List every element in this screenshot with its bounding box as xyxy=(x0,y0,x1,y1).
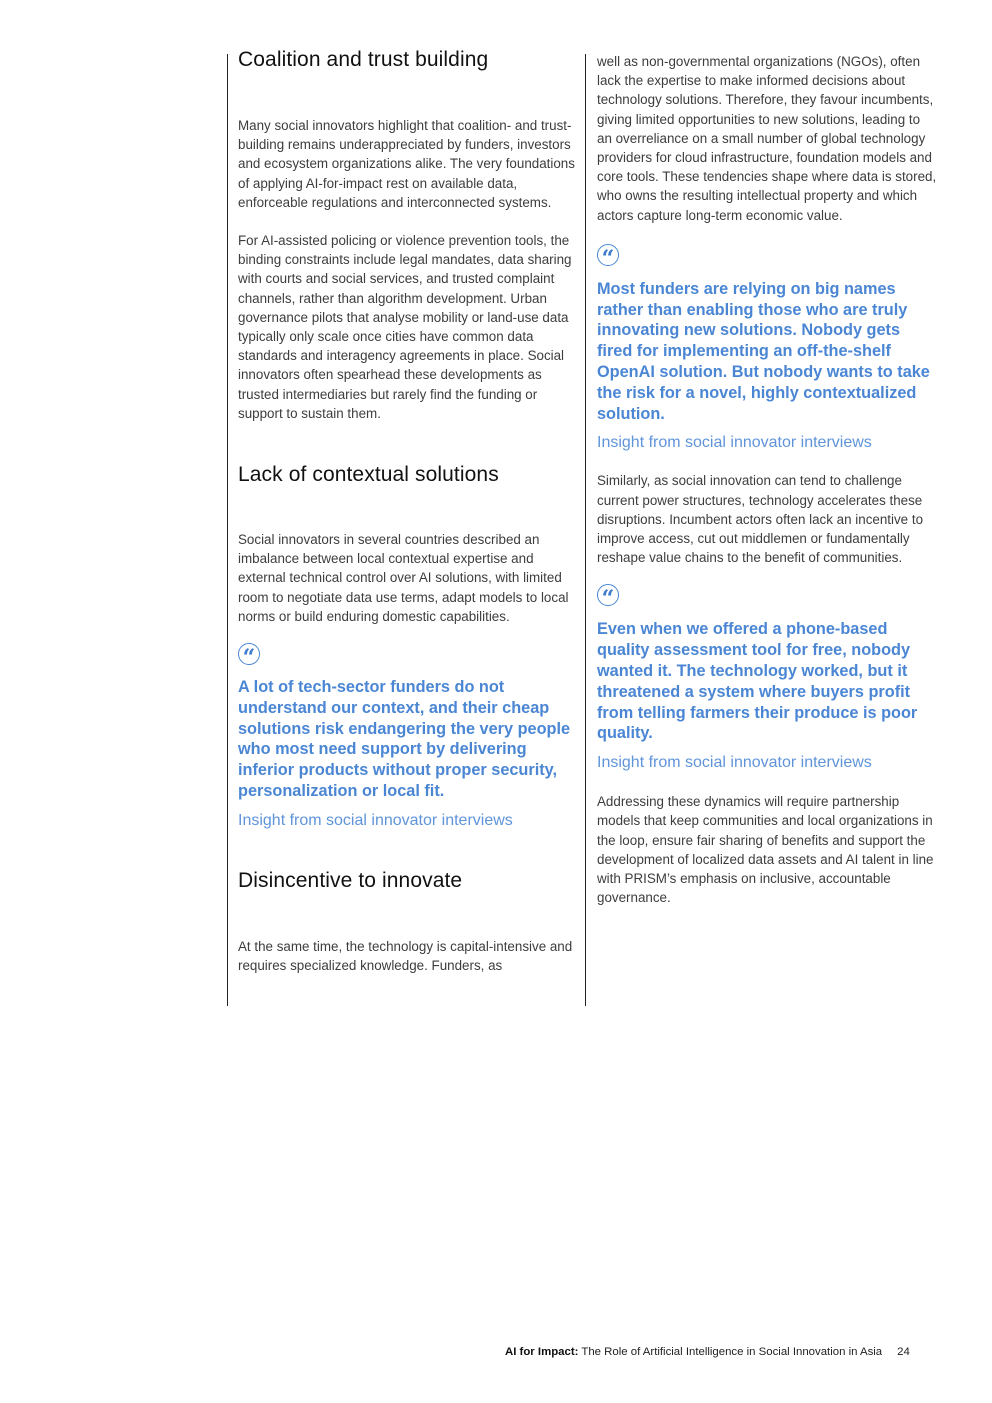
section-heading-coalition: Coalition and trust building xyxy=(238,48,489,71)
paragraph-power-structures: Similarly, as social innovation can tend to challenge current power structures, technology accelerates these disruptions. Incumbent actors often lack an incentive to improve access, cut out middlemen or fundamentally reshape value chains to the benefit of communities. xyxy=(597,473,924,566)
right-column-rule xyxy=(585,54,586,1006)
footer-report-title-bold: AI for Impact: xyxy=(505,1346,579,1358)
pull-quote-3: Even when we offered a phone-based quality assessment tool for free, nobody wanted it. The technology worked, but it threatened a system where buyers profit from telling farmers their produce is poor quality. xyxy=(597,620,918,743)
quote-mark-icon: “ xyxy=(597,244,619,266)
left-column-rule xyxy=(227,54,228,1006)
paragraph-disincentive: At the same time, the technology is capital-intensive and requires specialized knowledge. Funders, as xyxy=(238,938,573,974)
pull-quote-3-attribution: Insight from social innovator interviews xyxy=(597,754,872,772)
paragraph-coalition-2: For AI-assisted policing or violence prevention tools, the binding constraints include legal mandates, data sharing with courts and social services, and trusted complaint channels, rather than algorithm development. Urban governance pilots that analyse mobility or land-use data typically only scale once cities have common data standards and interagency agreements in place. Social innovators often spearhead these developments as trusted intermediaries but rarely find the funding or support to sustain them. xyxy=(238,233,572,421)
pull-quote-1-attribution: Insight from social innovator interviews xyxy=(238,811,513,829)
pull-quote-2-attribution: Insight from social innovator interviews xyxy=(597,434,872,452)
paragraph-contextual: Social innovators in several countries described an imbalance between local contextual expertise and external technical control over AI solutions, with limited room to negotiate data use terms, adapt models to local norms or build enduring domestic capabilities. xyxy=(238,532,569,624)
page-number: 24 xyxy=(897,1346,910,1358)
paragraph-partnership-models: Addressing these dynamics will require partnership models that keep communities and local organizations in the loop, ensure fair sharing of benefits and support the development of localized data assets and AI talent in line with PRISM’s emphasis on inclusive, accountable governance. xyxy=(597,794,934,906)
pull-quote-1: A lot of tech-sector funders do not understand our context, and their cheap solutions risk endangering the very people who most need support by delivering inferior products without proper security, personalization or local fit. xyxy=(238,678,571,801)
footer-report-title: The Role of Artificial Intelligence in Social Innovation in Asia xyxy=(578,1346,883,1358)
paragraph-coalition-1: Many social innovators highlight that coalition- and trust-building remains underappreciated by funders, investors and ecosystem organizations alike. The very foundations of applying AI-for-impact rest on available data, enforceable regulations and interconnected systems. xyxy=(238,118,575,210)
section-heading-contextual: Lack of contextual solutions xyxy=(238,463,499,487)
paragraph-ngos: well as non-governmental organizations (NGOs), often lack the expertise to make informed decisions about technology solutions. Therefore, they favour incumbents, giving limited opportunities to new solutions, leading to an overreliance on a small number of global technology providers for cloud infrastructure, foundation models and core tools. These tendencies shape where data is stored, who owns the resulting intellectual property and which actors capture long-term economic value. xyxy=(597,54,937,223)
section-heading-disincentive: Disincentive to innovate xyxy=(238,868,463,892)
left-column xyxy=(238,46,578,975)
quote-mark-icon: “ xyxy=(597,584,619,606)
page-footer xyxy=(505,1346,910,1358)
pull-quote-2: Most funders are relying on big names rather than enabling those who are truly innovating new solutions. Nobody gets fired for implementing an off-the-shelf OpenAI solution. But nobody wants to take the risk for a novel, highly contextualized solution. xyxy=(597,279,930,423)
right-column xyxy=(597,52,937,907)
quote-mark-icon: “ xyxy=(238,643,260,665)
